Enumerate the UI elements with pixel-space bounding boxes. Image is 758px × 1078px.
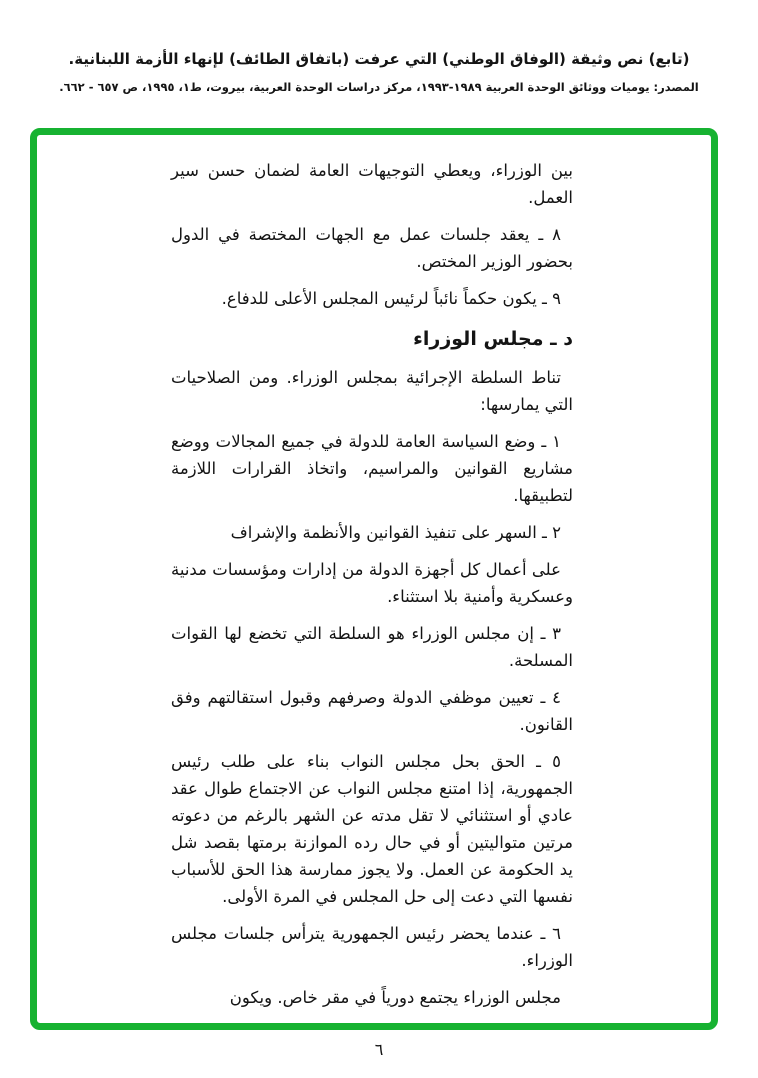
- item-8: ٨ ـ يعقد جلسات عمل مع الجهات المختصة في الدول بحضور الوزير المختص.: [171, 225, 573, 271]
- page-header: [0, 50, 758, 94]
- item-3: ٣ ـ إن مجلس الوزراء هو السلطة التي تخضع لها القوات المسلحة.: [171, 624, 573, 670]
- item-6: ٦ ـ عندما يحضر رئيس الجمهورية يترأس جلسات مجلس الوزراء.: [171, 924, 573, 970]
- intro-paragraph: تناط السلطة الإجرائية بمجلس الوزراء. ومن الصلاحيات التي يمارسها:: [171, 368, 573, 414]
- item-9: ٩ ـ يكون حكماً نائباً لرئيس المجلس الأعلى للدفاع.: [221, 289, 561, 308]
- page-footer: [0, 1040, 758, 1059]
- source-citation: المصدر: يوميات ووثائق الوحدة العربية ١٩٨٩-١٩٩٣، مركز دراسات الوحدة العربية، بيروت، ط١، ١٩٩٥، ص ٦٥٧ - ٦٦٢.: [59, 80, 699, 94]
- item-1: ١ ـ وضع السياسة العامة للدولة في جميع المجالات ووضع مشاريع القوانين والمراسيم، واتخاذ القرارات اللازمة لتطبيقها.: [171, 432, 573, 505]
- section-heading-council-of-ministers: د ـ مجلس الوزراء: [413, 328, 573, 350]
- item-4: ٤ ـ تعيين موظفي الدولة وصرفهم وقبول استقالتهم وفق القانون.: [171, 688, 573, 734]
- item-5: ٥ ـ الحق بحل مجلس النواب بناء على طلب رئيس الجمهورية، إذا امتنع مجلس النواب عن الاجتماع طوال عقد عادي أو استثنائي لا تقل مدته عن الشهر بالرغم من دعوته مرتين متواليتين أو في حال رده الموازنة برمتها بقصد شل يد الحكومة عن العمل. ولا يجوز ممارسة هذا الحق للأسباب نفسها التي دعت إلى حل المجلس في المرة الأولى.: [171, 752, 573, 906]
- document-title: (تابع) نص وثيقة (الوفاق الوطني) التي عرفت (باتفاق الطائف) لإنهاء الأزمة اللبنانية.: [68, 50, 690, 68]
- closing-paragraph: مجلس الوزراء يجتمع دورياً في مقر خاص. ويكون: [229, 988, 561, 1007]
- item-2-continuation: على أعمال كل أجهزة الدولة من إدارات ومؤسسات مدنية وعسكرية وأمنية بلا استثناء.: [171, 560, 573, 606]
- document-body: [171, 157, 573, 1021]
- body-paragraph-continuation: بين الوزراء، ويعطي التوجيهات العامة لضمان حسن سير العمل.: [171, 161, 573, 207]
- item-2: ٢ ـ السهر على تنفيذ القوانين والأنظمة والإشراف: [230, 523, 561, 542]
- document-border-frame: [30, 128, 718, 1030]
- page-number: ٦: [374, 1040, 384, 1059]
